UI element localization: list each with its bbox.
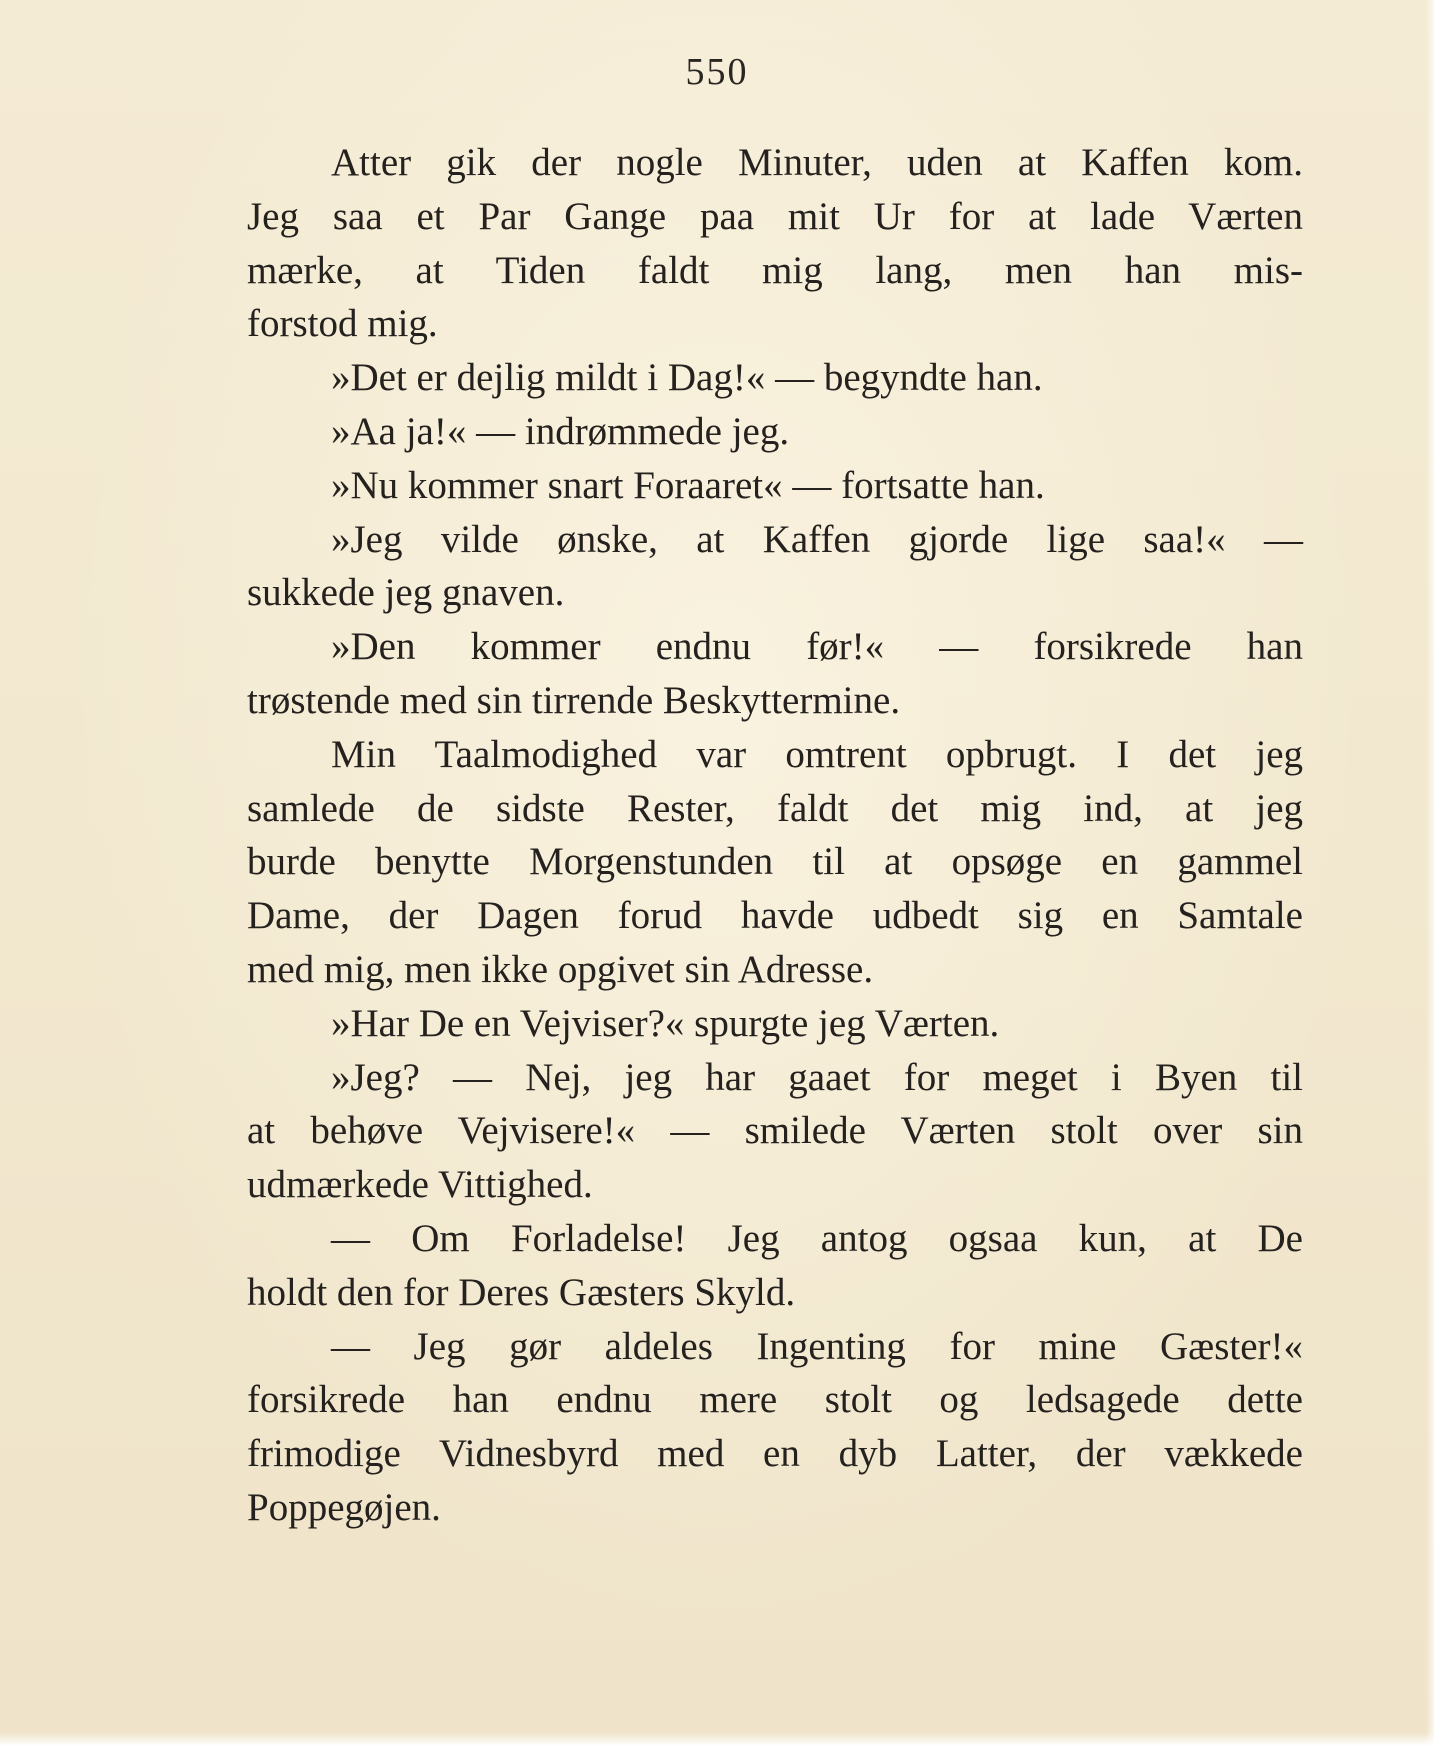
text-line: — Om Forladelse! Jeg antog ogsaa kun, at De bbox=[331, 1216, 1303, 1260]
text-line: »Den kommer endnu før!« — forsikrede han bbox=[331, 625, 1303, 669]
text-line: burde benytte Morgenstunden til at opsøge en gammel bbox=[247, 840, 1303, 884]
text-line: »Nu kommer snart Foraaret« — fortsatte han. bbox=[331, 463, 1045, 507]
body-text bbox=[247, 136, 1303, 1535]
text-line: samlede de sidste Rester, faldt det mig ind, at jeg bbox=[247, 786, 1303, 830]
text-line: »Jeg vilde ønske, at Kaffen gjorde lige saa!« — bbox=[331, 517, 1303, 561]
page-edge-bottom bbox=[0, 1732, 1434, 1746]
page-edge-right bbox=[1426, 0, 1434, 1746]
text-line: sukkede jeg gnaven. bbox=[247, 571, 565, 615]
text-line: »Har De en Vejviser?« spurgte jeg Værten. bbox=[331, 1001, 1000, 1045]
text-line: forsikrede han endnu mere stolt og ledsagede dette bbox=[247, 1378, 1303, 1422]
text-line: Poppegøjen. bbox=[247, 1485, 441, 1529]
text-line: Min Taalmodighed var omtrent opbrugt. I det jeg bbox=[331, 732, 1303, 776]
text-line: »Jeg? — Nej, jeg har gaaet for meget i Byen til bbox=[331, 1055, 1303, 1099]
text-line: Atter gik der nogle Minuter, uden at Kaffen kom. bbox=[331, 141, 1303, 184]
text-line: udmærkede Vittighed. bbox=[247, 1163, 593, 1207]
text-line: »Det er dejlig mildt i Dag!« — begyndte han. bbox=[331, 356, 1043, 400]
text-line: frimodige Vidnesbyrd med en dyb Latter, der vækkede bbox=[247, 1432, 1303, 1476]
text-line: — Jeg gør aldeles Ingenting for mine Gæster!« bbox=[331, 1324, 1303, 1368]
text-line: med mig, men ikke opgivet sin Adresse. bbox=[247, 947, 874, 991]
text-line: Jeg saa et Par Gange paa mit Ur for at lade Værten bbox=[247, 194, 1303, 238]
page-number: 550 bbox=[685, 51, 749, 93]
text-line: forstod mig. bbox=[247, 302, 438, 346]
text-line: mærke, at Tiden faldt mig lang, men han mis- bbox=[247, 248, 1303, 292]
text-line: at behøve Vejvisere!« — smilede Værten stolt over sin bbox=[247, 1109, 1303, 1153]
text-line: trøstende med sin tirrende Beskyttermine. bbox=[247, 678, 901, 722]
text-line: Dame, der Dagen forud havde udbedt sig en Samtale bbox=[247, 894, 1303, 938]
text-line: »Aa ja!« — indrømmede jeg. bbox=[331, 409, 790, 453]
text-line: holdt den for Deres Gæsters Skyld. bbox=[247, 1270, 796, 1314]
